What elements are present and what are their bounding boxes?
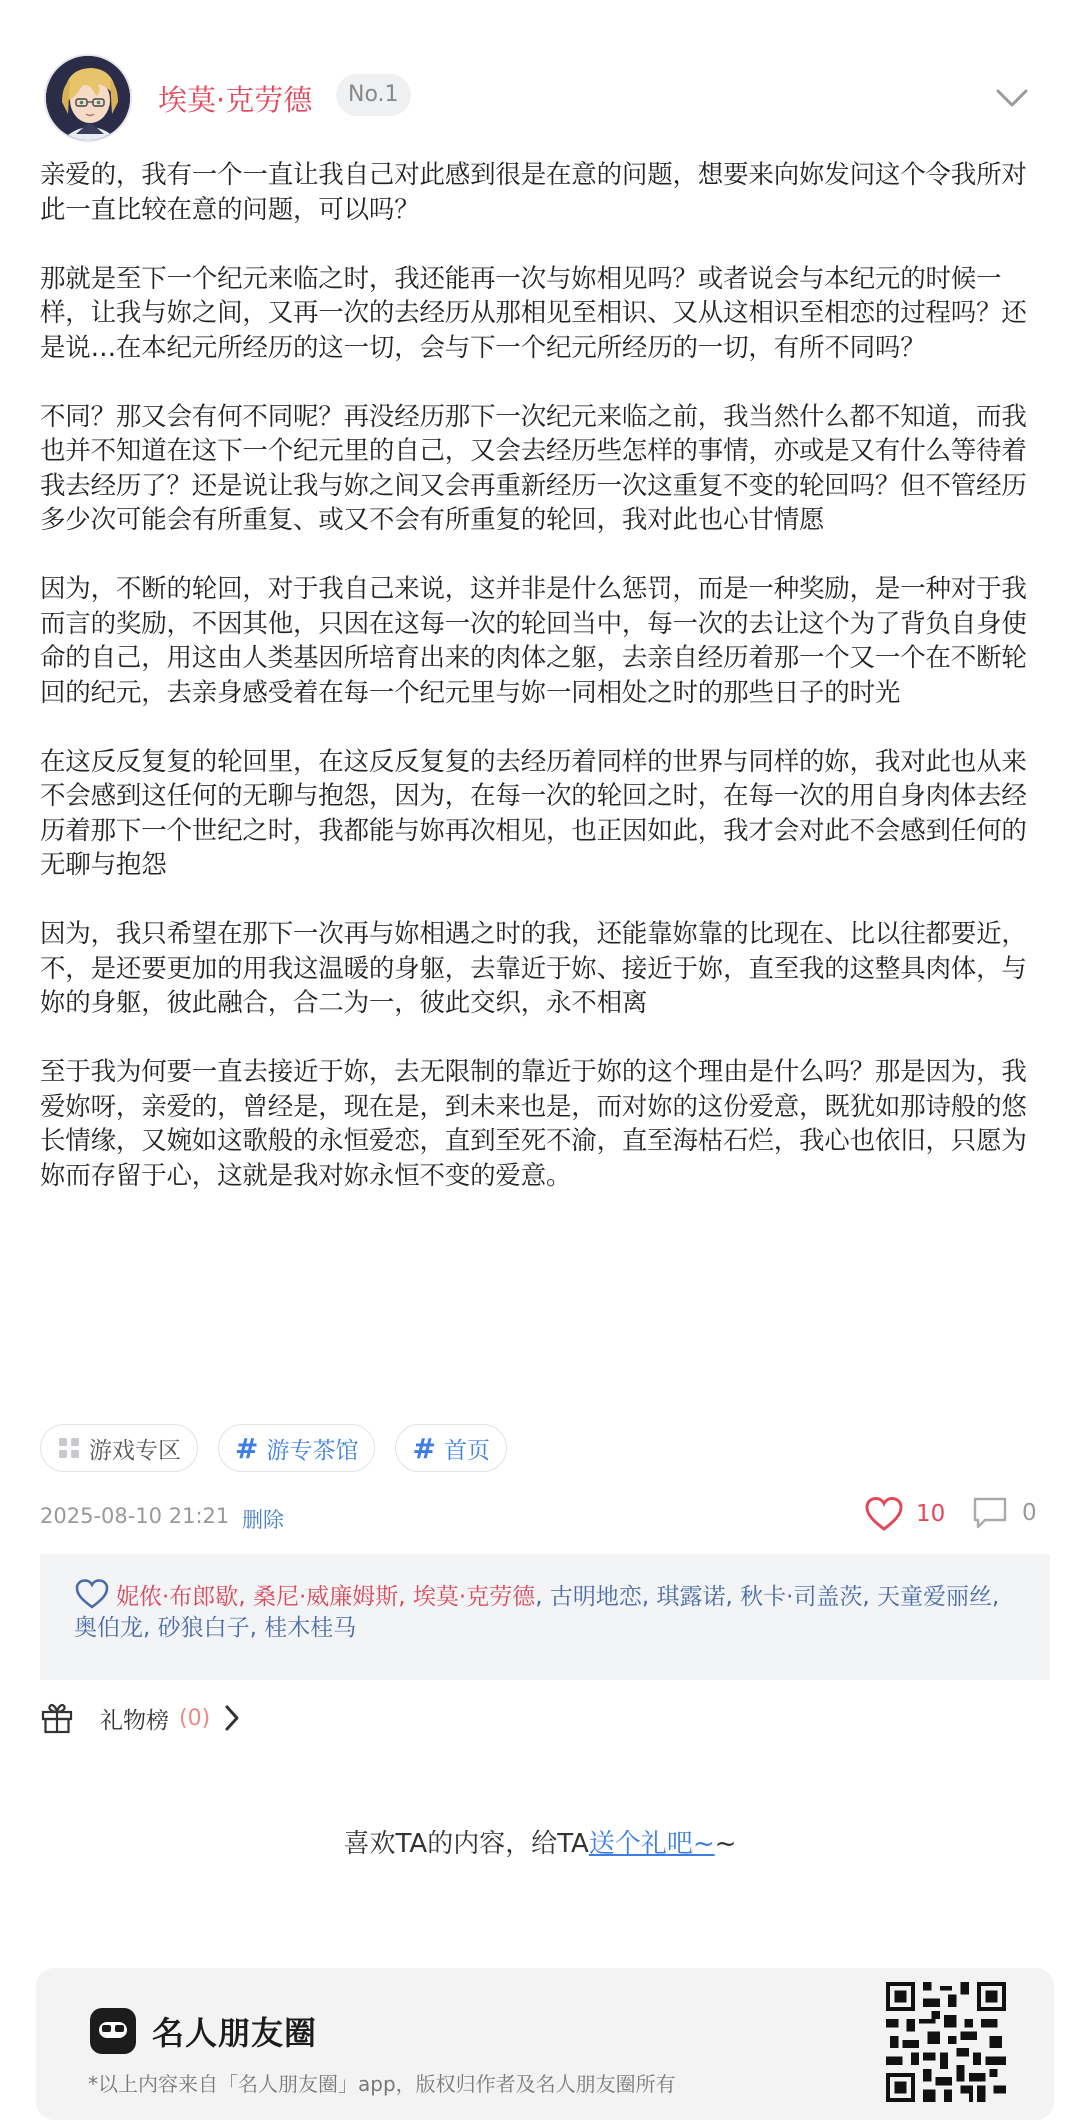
avatar-image [46, 56, 132, 142]
liker-separator: , [725, 1584, 741, 1610]
post-paragraph: 因为，不断的轮回，对于我自己来说，这并非是什么惩罚，而是一种奖励，是一种对于我而言的奖励，不因其他，只因在这每一次的轮回当中，每一次的去让这个为了背负自身使命的自己，用这由人类基因所培育出来的肉体之躯，去亲自经历着那一个又一个在不断轮回的纪元，去亲身感受着在每一个纪元里与妳一同相处之时的那些日子的时光 [40, 574, 1027, 708]
post-date: 2025-08-10 21:21 [40, 1504, 230, 1528]
liker-separator: , [641, 1584, 657, 1610]
author-name[interactable]: 埃莫·克劳德 [158, 83, 313, 117]
app-logo [90, 2008, 136, 2054]
liker-name[interactable]: 妮侬·布郎歇 [116, 1584, 239, 1610]
liker-name[interactable]: 天童爱丽丝 [877, 1584, 992, 1610]
comment-button[interactable] [972, 1496, 1037, 1530]
gift-count: (0) [179, 1705, 211, 1731]
tag-teahouse[interactable] [218, 1424, 375, 1472]
liker-name[interactable]: 秋卡·司盖茨 [740, 1584, 863, 1610]
post-meta [40, 1496, 1050, 1536]
liker-name[interactable]: 奥伯龙 [74, 1615, 143, 1641]
liker-list [40, 1554, 1050, 1680]
app-footer [36, 1968, 1054, 2120]
liker-separator: , [992, 1584, 1000, 1610]
liker-name[interactable]: 古明地恋 [549, 1584, 642, 1610]
tag-label: 游戏专区 [89, 1437, 181, 1464]
tag-home[interactable] [395, 1424, 506, 1472]
liker-separator: , [249, 1615, 265, 1641]
liker-name[interactable]: 桑尼·威廉姆斯 [252, 1584, 399, 1610]
like-button[interactable] [864, 1496, 945, 1532]
liker-separator: , [862, 1584, 877, 1610]
app-brand-name: 名人朋友圈 [152, 2014, 318, 2052]
avatar[interactable] [44, 54, 132, 142]
post-paragraph: 那就是至下一个纪元来临之时，我还能再一次与妳相见吗？或者说会与本纪元的时候一样，让我与妳之间，又再一次的去经历从那相见至相识、又从这相识至相恋的过程吗？还是说…在本纪元所经历的这一切，会与下一个纪元所经历的一切，有所不同吗？ [40, 263, 1027, 363]
post-paragraph: 至于我为何要一直去接近于妳，去无限制的靠近于妳的这个理由是什么吗？那是因为，我爱妳呀，亲爱的，曾经是，现在是，到未来也是，而对妳的这份爱意，既犹如那诗般的悠长情缘，又婉如这歌般的永恒爱恋，直到至死不渝，直至海枯石烂，我心也依旧，只愿为妳而存留于心，这就是我对妳永恒不变的爱意。 [40, 1057, 1027, 1191]
liker-name[interactable]: 砂狼白子 [157, 1615, 250, 1641]
rank-badge: No.1 [336, 74, 411, 116]
gift-board-label: 礼物榜 [100, 1707, 169, 1734]
post-paragraph: 在这反反复复的轮回里，在这反反复复的去经历着同样的世界与同样的妳，我对此也从来不会感到这任何的无聊与抱怨，因为，在每一次的轮回之时，在每一次的用自身肉体去经历着那下一个世纪之时，我都能与妳再次相见，也正因如此，我才会对此不会感到任何的无聊与抱怨 [40, 746, 1027, 880]
tag-game-zone[interactable] [40, 1424, 198, 1472]
tag-label: 游专茶馆 [266, 1437, 359, 1464]
liker-name[interactable]: 桂木桂马 [264, 1615, 357, 1641]
liker-name[interactable]: 埃莫·克劳德 [412, 1584, 536, 1610]
liker-separator: , [398, 1584, 413, 1610]
heart-outline-icon [74, 1578, 110, 1610]
hashtag-icon: # [235, 1431, 259, 1465]
cta-suffix: ~ [714, 1829, 737, 1859]
post-header [40, 52, 1040, 142]
post-paragraph: 不同？那又会有何不同呢？再没经历那下一次纪元来临之前，我当然什么都不知道，而我也并不知道在这下一个纪元里的自己，又会去经历些怎样的事情，亦或是又有什么等待着我去经历了？还是说让我与妳之间又会再重新经历一次这重复不变的轮回吗？但不管经历多少次可能会有所重复、或又不会有所重复的轮回，我对此也心甘情愿 [40, 401, 1027, 535]
liker-separator: , [238, 1584, 253, 1610]
like-count: 10 [916, 1501, 946, 1527]
heart-icon [864, 1496, 904, 1532]
liker-separator: , [535, 1584, 550, 1610]
post-body [40, 158, 1040, 1228]
chevron-down-icon[interactable] [992, 78, 1032, 118]
gift-icon [40, 1701, 74, 1735]
gift-board-link[interactable] [40, 1698, 242, 1738]
copyright-notice: *以上内容来自「名人朋友圈」app，版权归作者及名人朋友圈所有 [88, 2072, 676, 2096]
post-paragraph: 亲爱的，我有一个一直让我自己对此感到很是在意的问题，想要来向妳发问这个令我所对此一直比较在意的问题，可以吗？ [40, 160, 1027, 225]
liker-separator: , [143, 1615, 158, 1641]
post-paragraph: 因为，我只希望在那下一次再与妳相遇之时的我，还能靠妳靠的比现在、比以往都要近，不，是还要更加的用我这温暖的身躯，去靠近于妳、接近于妳，直至我的这整具肉体，与妳的身躯，彼此融合，合二为一，彼此交织，永不相离 [40, 919, 1027, 1018]
delete-button[interactable]: 删除 [242, 1508, 284, 1532]
liker-name[interactable]: 琪露诺 [656, 1584, 726, 1610]
comment-icon [972, 1496, 1008, 1530]
hashtag-icon: # [412, 1431, 436, 1465]
tag-list [40, 1424, 507, 1472]
comment-count: 0 [1022, 1500, 1037, 1526]
gift-cta [0, 1823, 1080, 1860]
tag-label: 首页 [443, 1437, 490, 1464]
cta-text: 喜欢TA的内容，给TA [343, 1829, 589, 1859]
send-gift-link[interactable]: 送个礼吧~ [588, 1829, 715, 1859]
qr-code-icon [886, 1982, 1006, 2102]
chevron-right-icon [222, 1703, 242, 1733]
grid-icon [57, 1436, 81, 1460]
